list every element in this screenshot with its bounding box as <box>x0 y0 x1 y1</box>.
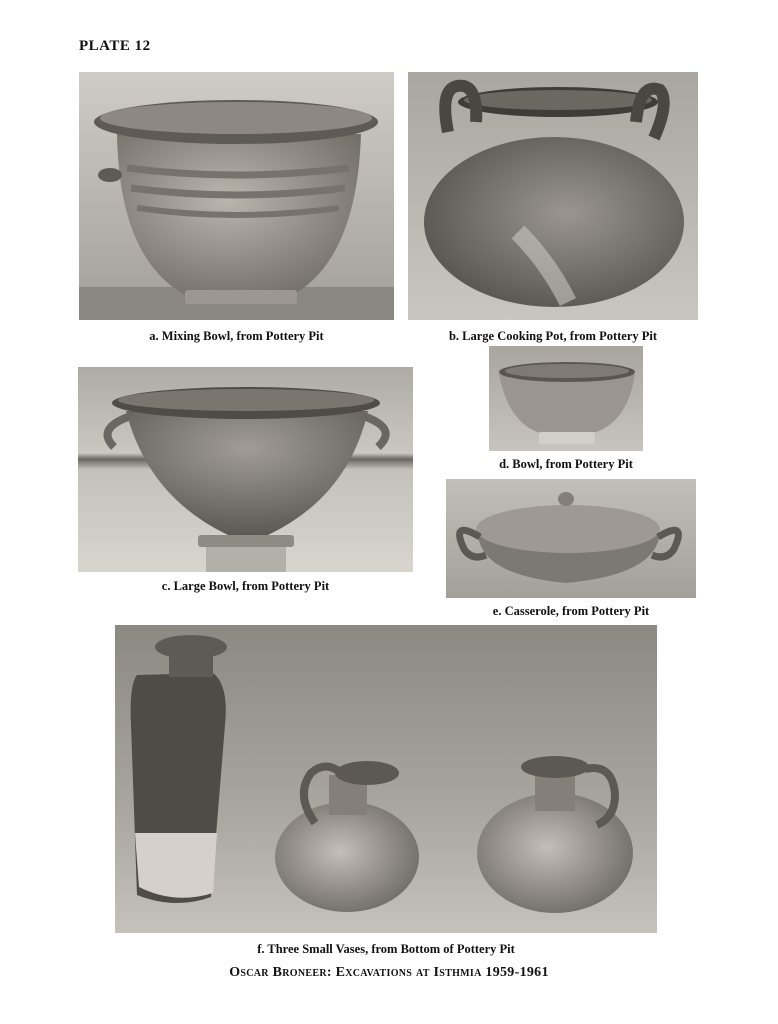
caption-e: e. Casserole, from Pottery Pit <box>492 604 650 618</box>
photo-large-bowl <box>78 367 413 572</box>
caption-f: f. Three Small Vases, from Bottom of Pottery Pit <box>257 942 515 956</box>
photo-cooking-pot <box>408 72 698 320</box>
plate-number: PLATE 12 <box>79 38 151 54</box>
photo-bowl <box>489 346 643 451</box>
caption-b: b. Large Cooking Pot, from Pottery Pit <box>448 329 658 343</box>
caption-c: c. Large Bowl, from Pottery Pit <box>161 579 330 593</box>
photo-three-vases <box>115 625 657 933</box>
caption-a: a. Mixing Bowl, from Pottery Pit <box>149 329 324 343</box>
footer-credit: Oscar Broneer: Excavations at Isthmia 1959-1961 <box>229 965 549 980</box>
caption-d: d. Bowl, from Pottery Pit <box>499 457 633 471</box>
photo-casserole <box>446 479 696 598</box>
photo-mixing-bowl <box>79 72 394 320</box>
